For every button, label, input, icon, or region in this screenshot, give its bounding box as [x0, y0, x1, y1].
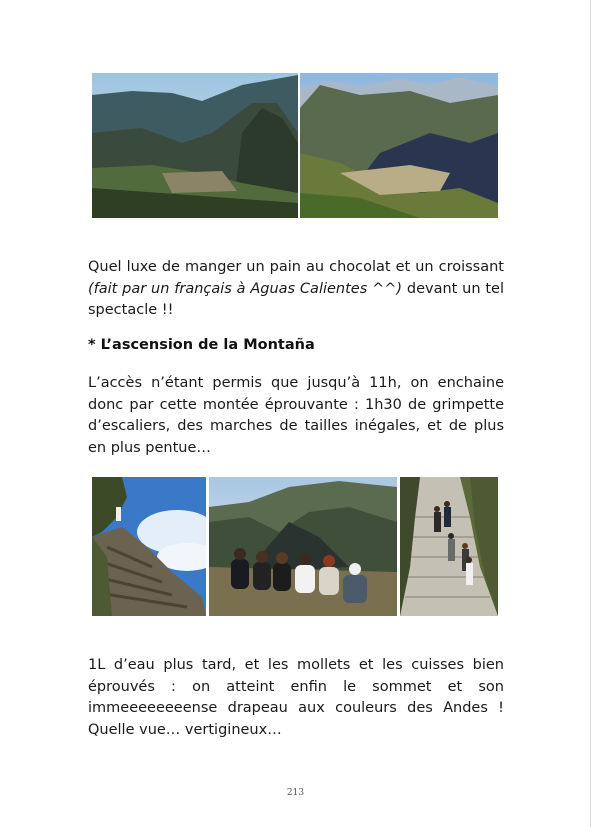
paragraph-breakfast-text-3: devant un tel spectacle !!	[88, 280, 505, 318]
paragraph-breakfast-text-1: Quel luxe de manger un pain au chocolat et un croissant	[88, 259, 504, 275]
paragraph-breakfast	[88, 257, 504, 322]
photo-stone-stairs	[92, 477, 206, 616]
paragraph-breakfast-italic: (fait par un français à Aguas Calientes ^^)	[88, 280, 403, 297]
photo-machu-picchu-peak	[92, 73, 298, 218]
paragraph-summit: 1L d’eau plus tard, et les mollets et les cuisses bien éprouvés : on atteint enfin le sommet et son immeeeeeeeense drapeau aux couleurs des Andes ! Quelle vue… vertigineux…	[88, 657, 504, 738]
photo-climbers-path	[400, 477, 498, 616]
photo-citadel-view	[300, 73, 498, 218]
photo-group-summit	[209, 477, 397, 616]
section-heading: * L’ascension de la Montaña	[88, 337, 315, 353]
page-number: 213	[286, 788, 305, 798]
paragraph-ascent: L’accès n’étant permis que jusqu’à 11h, on enchaine donc par cette montée éprouvante : 1h30 de grimpette d’escaliers, des marches de tailles inégales, et de plus en plus pentue…	[88, 375, 504, 456]
